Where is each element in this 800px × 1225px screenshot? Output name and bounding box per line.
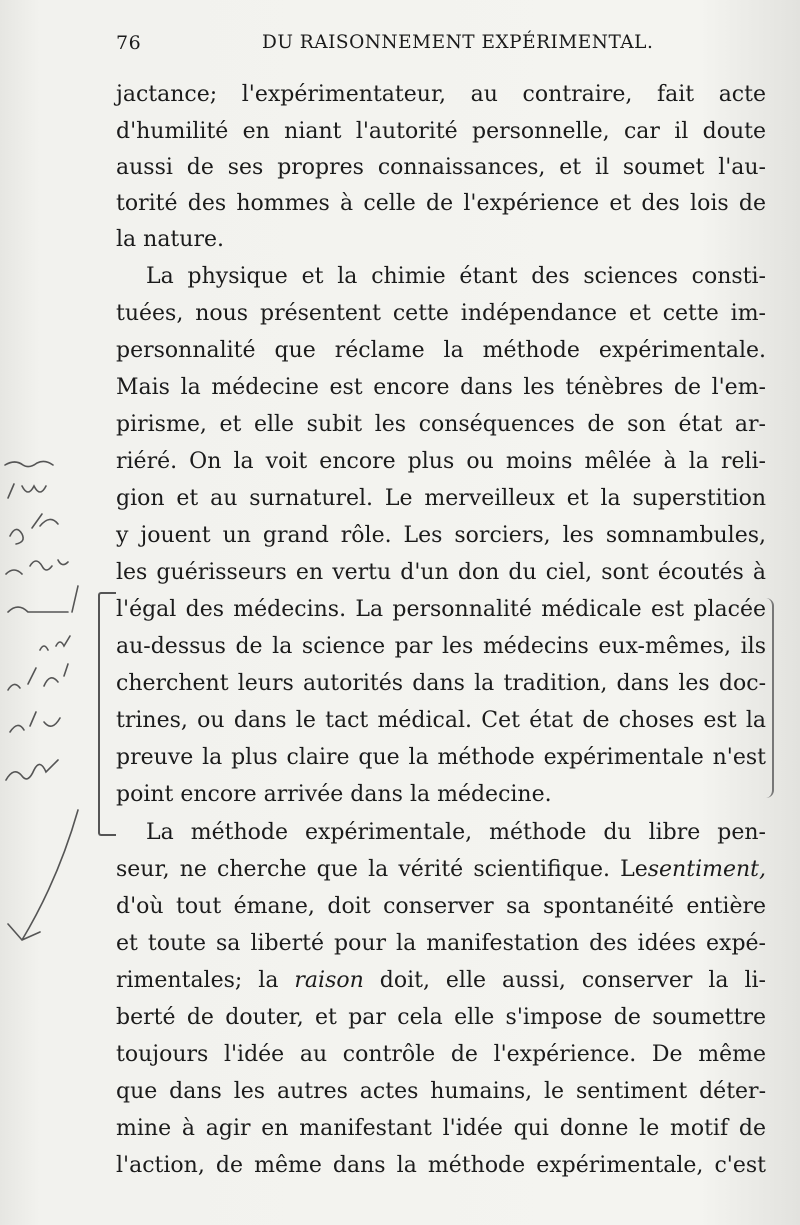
text-line: torité des hommes à celle de l'expérience et des lois de: [116, 191, 766, 216]
italic-word: sentiment,: [647, 857, 766, 882]
text-line: mine à agir en manifestant l'idée qui donne le motif de: [116, 1116, 766, 1141]
text-line: pirisme, et elle subit les conséquences de son état ar-: [116, 412, 766, 437]
page-number: 76: [116, 32, 142, 54]
text-line: trines, ou dans le tact médical. Cet état de choses est la: [116, 708, 766, 733]
text-line: les guérisseurs en vertu d'un don du ciel, sont écoutés à: [116, 560, 766, 585]
text-line: riéré. On la voit encore plus ou moins mêlée à la reli-: [116, 449, 766, 474]
running-title: DU RAISONNEMENT EXPÉRIMENTAL.: [262, 32, 654, 53]
pencil-bracket-right: [760, 598, 774, 798]
pencil-bracket-left: [98, 592, 116, 836]
text-line: et toute sa liberté pour la manifestation des idées expé-: [116, 931, 766, 956]
page-header: [116, 30, 766, 60]
text-line: au-dessus de la science par les médecins eux-mêmes, ils: [116, 634, 766, 659]
text-line: gion et au surnaturel. Le merveilleux et la superstition: [116, 486, 766, 511]
text-line: berté de douter, et par cela elle s'impose de soumettre: [116, 1005, 766, 1030]
text-line: d'où tout émane, doit conserver sa spontanéité entière: [116, 894, 766, 919]
text-line: La physique et la chimie étant des sciences consti-: [146, 264, 766, 289]
text-line: aussi de ses propres connaissances, et il soumet l'au-: [116, 155, 766, 180]
text-line: toujours l'idée au contrôle de l'expérience. De même: [116, 1042, 766, 1067]
text-line: cherchent leurs autorités dans la tradition, dans les doc-: [116, 671, 766, 696]
handwritten-margin-notes: [0, 450, 100, 970]
text-line: Mais la médecine est encore dans les ténèbres de l'em-: [116, 375, 766, 400]
text-line: tuées, nous présentent cette indépendance et cette im-: [116, 301, 766, 326]
text-line: preuve la plus claire que la méthode expérimentale n'est: [116, 745, 766, 770]
text-line: y jouent un grand rôle. Les sorciers, les somnambules,: [116, 523, 766, 548]
text-line: La méthode expérimentale, méthode du libre pen-: [146, 820, 766, 845]
text-line: la nature.: [116, 227, 224, 252]
text-line: d'humilité en niant l'autorité personnelle, car il doute: [116, 119, 766, 144]
text-line: point encore arrivée dans la médecine.: [116, 782, 552, 807]
text-line: que dans les autres actes humains, le sentiment déter-: [116, 1079, 766, 1104]
text-line: jactance; l'expérimentateur, au contraire, fait acte: [116, 82, 766, 107]
italic-word: raison: [294, 968, 364, 993]
text-line: personnalité que réclame la méthode expérimentale.: [116, 338, 766, 363]
text-line: l'action, de même dans la méthode expérimentale, c'est: [116, 1153, 766, 1178]
text-line: l'égal des médecins. La personnalité médicale est placée: [116, 597, 766, 622]
text-line: seur, ne cherche que la vérité scientifique. Lesentiment,: [116, 857, 766, 882]
text-line: rimentales; la raison doit, elle aussi, conserver la li-: [116, 968, 766, 993]
